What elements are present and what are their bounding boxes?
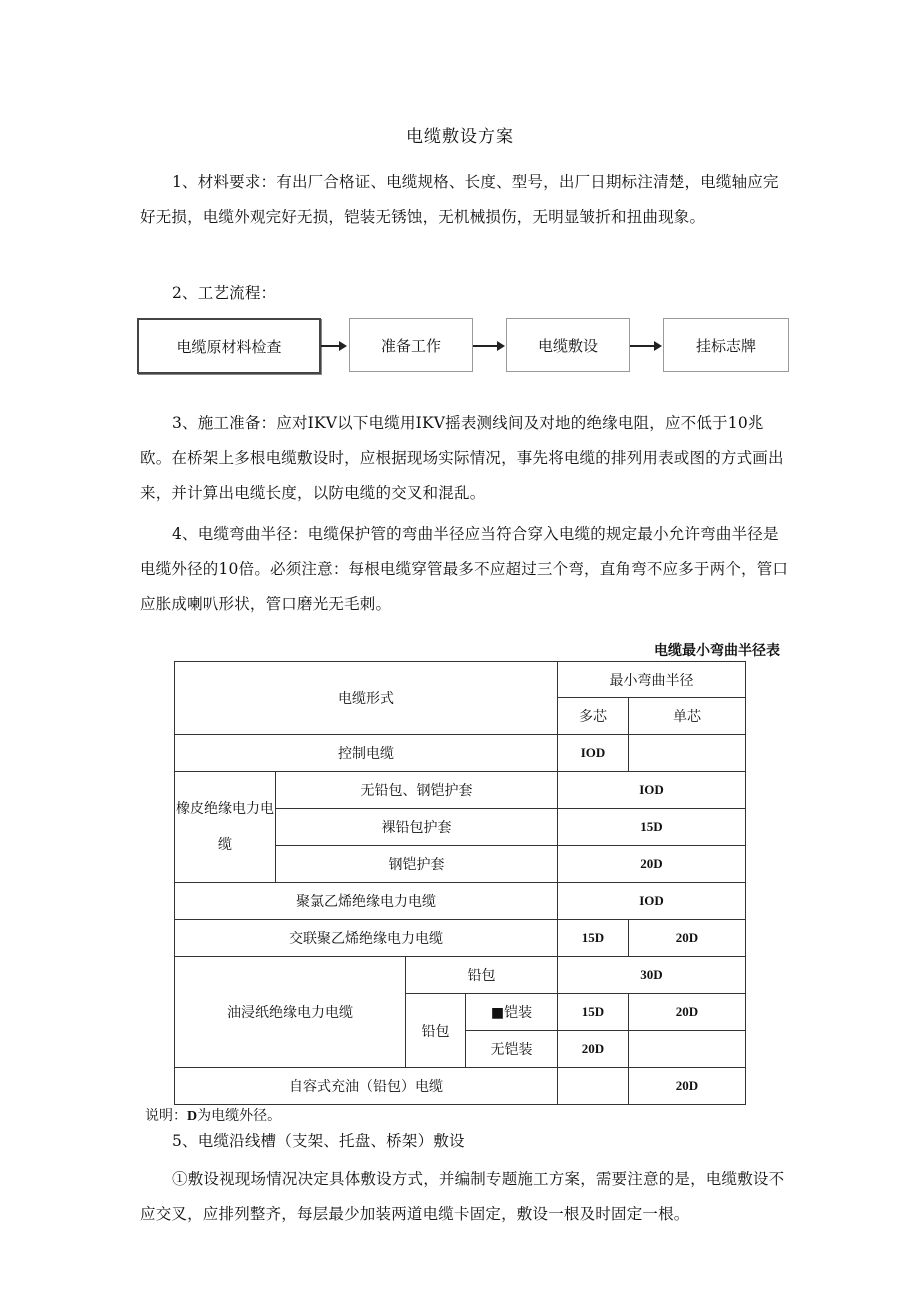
cell-value: IOD: [558, 883, 746, 920]
cell-value: 20D: [558, 1031, 629, 1068]
oil-lead-group: 铅包: [406, 994, 466, 1068]
page-title: 电缆敷设方案: [406, 127, 514, 147]
header-multi-core: 多芯: [558, 698, 629, 735]
flow-arrow-icon: [630, 345, 660, 347]
process-flowchart: [137, 318, 797, 374]
cell-value: IOD: [558, 735, 629, 772]
cell-empty: [629, 735, 746, 772]
row-self-contained-oil-cable: 自容式充油（铅包）电缆: [175, 1068, 558, 1105]
cell-value: 20D: [629, 920, 746, 957]
cell-value: 15D: [558, 994, 629, 1031]
cell-empty: [558, 1068, 629, 1105]
construction-preparation: 3、施工准备：应对IKV以下电缆用IKV摇表测线间及对地的绝缘电阻，应不低于10兆欧。在桥架上多根电缆敷设时，应根据现场实际情况，事先将电缆的排列用表或图的方式画出来，并计算出电缆长度，以防电缆的交叉和混乱。: [140, 414, 784, 502]
process-heading: 2、工艺流程：: [172, 284, 277, 302]
note-symbol: D: [187, 1109, 198, 1124]
row-xlpe-cable: 交联聚乙烯绝缘电力电缆: [175, 920, 558, 957]
cell-value: 30D: [558, 957, 746, 994]
rubber-bare-lead: 裸铅包护套: [276, 809, 558, 846]
row-rubber-cable: 橡皮绝缘电力电缆: [175, 772, 276, 883]
header-single-core: 单芯: [629, 698, 746, 735]
flow-step-preparation: 准备工作: [349, 318, 473, 372]
table-note: [145, 1105, 281, 1125]
flow-arrow-icon: [321, 345, 345, 347]
header-min-radius: 最小弯曲半径: [558, 662, 746, 698]
header-cable-type: 电缆形式: [175, 662, 558, 735]
flow-arrow-icon: [473, 345, 503, 347]
bending-radius-table: [174, 661, 746, 1105]
oil-unarmored: 无铠装: [466, 1031, 558, 1068]
cell-value: 20D: [629, 1068, 746, 1105]
flow-step-laying: 电缆敷设: [506, 318, 630, 372]
table-caption: 电缆最小弯曲半径表: [654, 643, 780, 659]
oil-lead-sheath: 铅包: [406, 957, 558, 994]
material-requirements: 1、材料要求：有出厂合格证、电缆规格、长度、型号，出厂日期标注清楚，电缆轴应完好无损，电缆外观完好无损，铠装无锈蚀，无机械损伤，无明显皱折和扭曲现象。: [140, 173, 779, 226]
rubber-no-lead: 无铅包、钢铠护套: [276, 772, 558, 809]
bending-radius-text: 4、电缆弯曲半径：电缆保护管的弯曲半径应当符合穿入电缆的规定最小允许弯曲半径是电缆外径的10倍。必须注意：每根电缆穿管最多不应超过三个弯，直角弯不应多于两个，管口应胀成喇叭形状，管口磨光无毛刺。: [140, 525, 789, 613]
note-text: 为电缆外径。: [197, 1108, 282, 1124]
cell-value: 15D: [558, 920, 629, 957]
flow-step-sign: 挂标志牌: [663, 318, 789, 372]
rubber-steel-armor: 钢铠护套: [276, 846, 558, 883]
note-prefix: 说明：: [145, 1108, 187, 1124]
cell-empty: [629, 1031, 746, 1068]
row-oil-paper-cable: 油浸纸绝缘电力电缆: [175, 957, 406, 1068]
cell-value: 15D: [558, 809, 746, 846]
flow-step-material-check: 电缆原材料检查: [137, 318, 321, 374]
oil-armored: ■铠装: [466, 994, 558, 1031]
cell-value: 20D: [629, 994, 746, 1031]
section-5-heading: 5、电缆沿线槽（支架、托盘、桥架）敷设: [172, 1132, 465, 1150]
row-pvc-cable: 聚氯乙烯绝缘电力电缆: [175, 883, 558, 920]
section-5-item-1: ①敷设视现场情况决定具体敷设方式，并编制专题施工方案，需要注意的是，电缆敷设不应交叉，应排列整齐，每层最少加装两道电缆卡固定，敷设一根及时固定一根。: [140, 1170, 785, 1223]
row-control-cable: 控制电缆: [175, 735, 558, 772]
cell-value: 20D: [558, 846, 746, 883]
cell-value: IOD: [558, 772, 746, 809]
